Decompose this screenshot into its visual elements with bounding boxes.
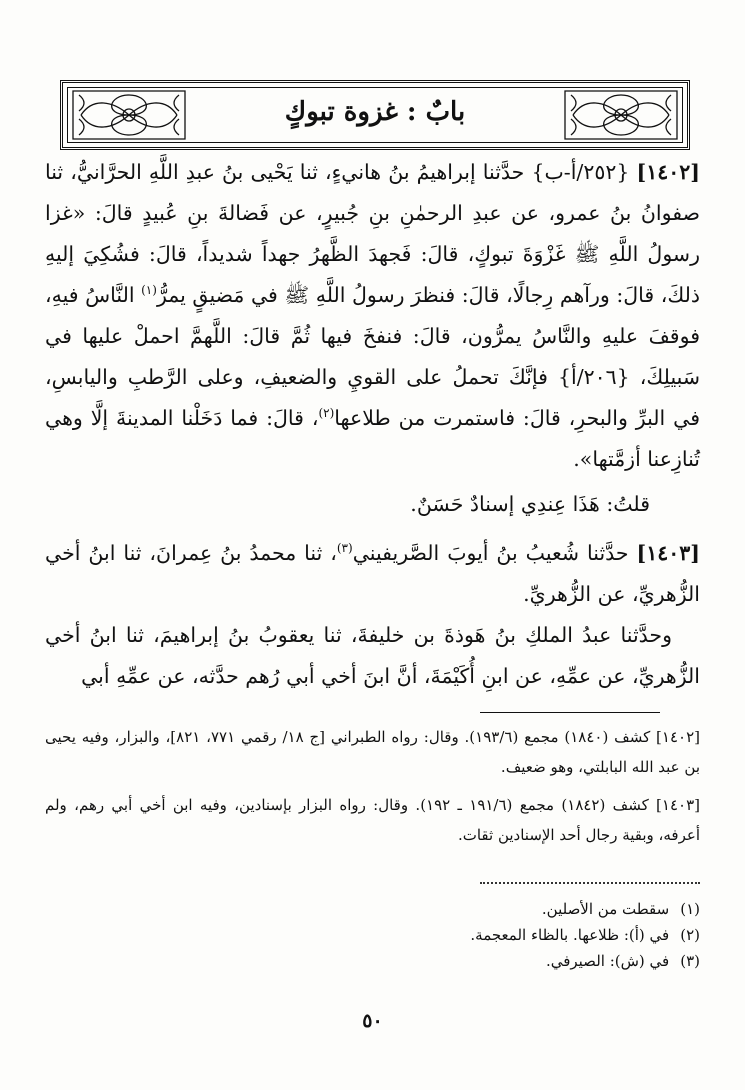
note-number: (٣) [680, 952, 700, 970]
note-text: سقطت من الأصلين. [541, 900, 670, 918]
hadith-1402 [45, 152, 700, 480]
chapter-title: بابٌ : غزوة تبوكٍ [284, 97, 466, 127]
takhrij-note: [١٤٠٢] كشف (١٨٤٠) مجمع (١٩٣/٦). وقال: رواه الطبراني [ج ١٨/ رقمي ٧٧١، ٨٢١]، والبزار، وفيه يحيى بن عبد الله البابلتي، وهو ضعيف. [45, 728, 701, 776]
variant-note [300, 948, 700, 974]
takhrij-footnotes [45, 722, 700, 858]
note-number: (٢) [680, 926, 700, 944]
arabesque-ornament-icon [561, 87, 681, 143]
author-comment: قلتُ: هَذَا عِندِي إسنادٌ حَسَنٌ. [410, 492, 650, 516]
variant-note [300, 922, 700, 948]
footnote-ref: (٢) [318, 406, 335, 421]
hadith-1403 [45, 533, 700, 615]
footnote-ref: (٣) [336, 541, 353, 556]
hadith-text: النَّاسُ فيهِ، فوقفَ عليهِ والنَّاسُ يمرُّون، قالَ: فنفخَ فيها ثُمَّ قالَ: اللَّهمَّ احملْ عليها في سَبيلِكَ، {٢٠٦/أ} فإنَّكَ تحملُ على القويِ والضعيفِ، وعلى الرَّطبِ واليابسِ، في البرِّ والبحرِ، قالَ: فاستمرت من طلاعها [45, 283, 701, 430]
footnote-ref: (١) [141, 283, 157, 298]
variant-note [300, 896, 700, 922]
chapter-banner [60, 80, 690, 150]
takhrij-note: [١٤٠٣] كشف (١٨٤٢) مجمع (١٩١/٦ ـ ١٩٢). وقال: رواه البزار بإسنادين، وفيه ابن أخي أبي رهم، ولم أعرفه، وبقية رجال أحد الإسنادين ثقات. [45, 796, 700, 844]
note-text: في (ش): الصيرفي. [545, 952, 670, 970]
hadith-number: [١٤٠٣] [636, 541, 700, 565]
hadith-text: ، ثنا محمدُ بنُ عِمرانَ، ثنا ابنُ أخي الزُّهريِّ، عن الزُّهريِّ. [45, 541, 700, 606]
hadith-text: ، قالَ: فما دَخَلْنا المدينةَ إلَّا وهي تُنازِعنا أزمَّتها». [45, 406, 700, 471]
main-text [45, 152, 700, 697]
footnote-divider [480, 712, 660, 713]
note-text: في (أ): ظلاعها. بالظاء المعجمة. [470, 926, 670, 944]
note-number: (١) [680, 900, 700, 918]
variant-notes [300, 896, 700, 974]
hadith-text: {٢٥٢/أ-ب} حدَّثنا إبراهيمُ بنُ هانيءٍ، ثنا يَحْيى بنُ عبدِ اللَّهِ الحرَّانيُّ، ثنا صفوانُ بنُ عمرو، عن عبدِ الرحمٰنِ بنِ جُبيرٍ، عن فَضالةَ بنِ عُبيدٍ قالَ: «غزا رسولُ اللَّهِ ﷺ غَزْوَةَ تبوكٍ، قالَ: فَجهدَ الظَّهرُ جهداً شديداً، قالَ: فشُكِيَ إليهِ ذلكَ، قالَ: ورآهم رِجالًا، قالَ: فنظرَ رسولُ اللَّهِ ﷺ في مَضيقٍ يمرُّ [45, 160, 701, 307]
notes-dotted-divider [480, 882, 700, 884]
arabesque-ornament-icon [69, 87, 189, 143]
hadith-1403-second-chain: وحدَّثنا عبدُ الملكِ بنُ هَوذةَ بن خليفةَ، ثنا يعقوبُ بنُ إبراهيمَ، ثنا ابنُ أخي الزُّهريِّ، عن عمِّهِ، عن ابنِ أُكَيْمَةَ، أنَّ ابنَ أخي أبي رُهم حدَّثه، عن عمِّهِ أبي [45, 623, 700, 688]
hadith-text: حدَّثنا شُعيبُ بنُ أيوبَ الصَّريفيني [352, 541, 629, 565]
page-number: ٥٠ [362, 1010, 383, 1032]
hadith-number: [١٤٠٢] [636, 160, 700, 184]
